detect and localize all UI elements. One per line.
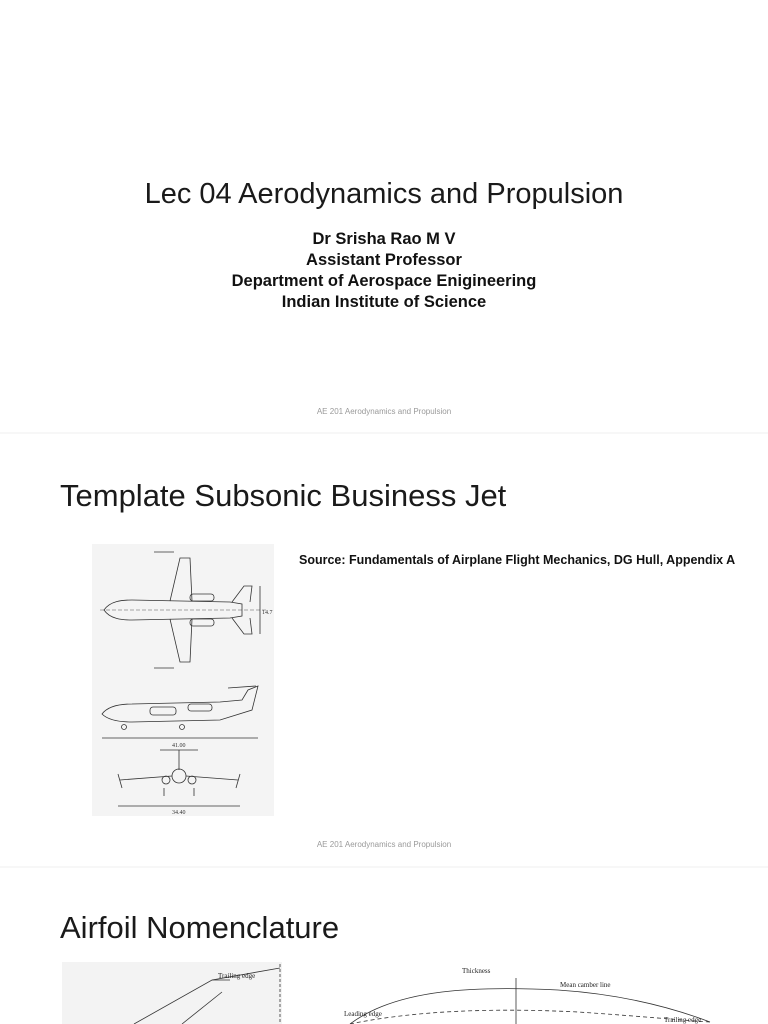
slide-business-jet xyxy=(0,434,768,866)
author-institute: Indian Institute of Science xyxy=(281,293,487,311)
slide-title: Airfoil Nomenclature xyxy=(60,910,340,945)
label-trailing-edge-planform: Trailing edge xyxy=(218,972,256,980)
wing-planform-diagram xyxy=(62,962,282,1024)
jet-dimension-34-40: 34.40 xyxy=(172,810,186,816)
author-department: Department of Aerospace Enigineering xyxy=(231,272,537,290)
slide-title xyxy=(0,0,768,432)
label-trailing-edge-airfoil: Trailing edge xyxy=(664,1016,702,1024)
slide-airfoil-nomenclature xyxy=(0,868,768,1024)
source-citation: Source: Fundamentals of Airplane Flight Mechanics, DG Hull, Appendix A xyxy=(299,553,736,567)
slide-footer: AE 201 Aerodynamics and Propulsion xyxy=(316,407,452,416)
slide-footer: AE 201 Aerodynamics and Propulsion xyxy=(316,840,452,849)
label-leading-edge: Leading edge xyxy=(344,1010,382,1018)
airfoil-section-diagram xyxy=(338,964,718,1024)
jet-dimension-14-7: 14.7 xyxy=(262,610,273,616)
author-position: Assistant Professor xyxy=(306,251,462,269)
business-jet-three-view-drawing xyxy=(92,544,274,816)
author-name: Dr Srisha Rao M V xyxy=(312,230,456,248)
jet-dimension-41-00: 41.00 xyxy=(172,743,186,749)
slide-title: Template Subsonic Business Jet xyxy=(60,478,507,513)
label-mean-camber-line: Mean camber line xyxy=(560,981,611,989)
lecture-title: Lec 04 Aerodynamics and Propulsion xyxy=(144,178,624,210)
label-thickness: Thickness xyxy=(462,967,491,975)
